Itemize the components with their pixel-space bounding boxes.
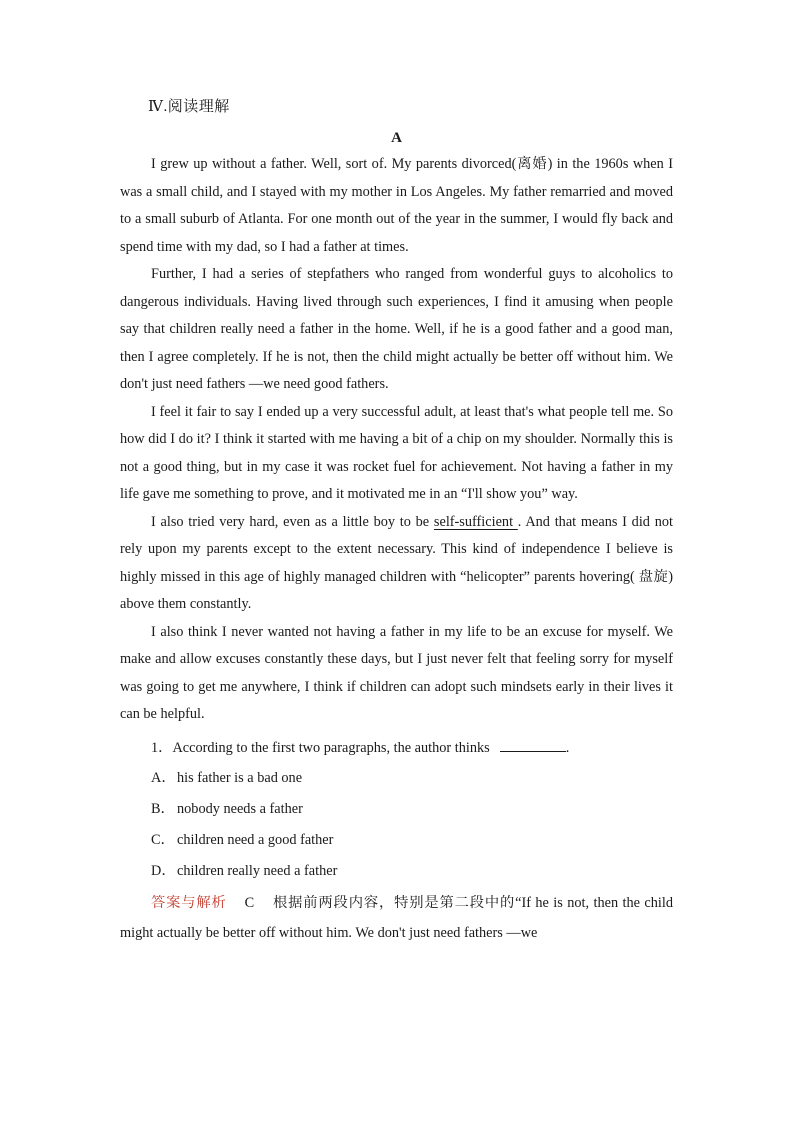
option-d xyxy=(151,856,673,887)
option-key: A． xyxy=(151,769,176,786)
paragraph-3 xyxy=(120,399,673,509)
option-text: children need a good father xyxy=(177,831,334,848)
paragraph-1 xyxy=(120,151,673,261)
section-title: Ⅳ.阅读理解 xyxy=(148,99,230,115)
paragraph-text: . And that means I did not rely upon my parents except to the extent necessary. This kind of independence I believe is highly missed in this age of highly managed children with “helicopter” parents hovering( 盘旋) above them constantly. xyxy=(120,513,673,612)
paragraph-4 xyxy=(120,509,673,619)
passage-title: A xyxy=(391,130,402,146)
answer-key: C xyxy=(244,894,255,911)
answer-blank xyxy=(500,737,566,752)
underlined-word: self-sufficient xyxy=(433,513,518,530)
option-key: D． xyxy=(151,862,176,879)
answer-text: 根据前两段内容，特别是第二段中的“If he is not, then the child might actually be better off without him. We don't just need fathers —we xyxy=(120,894,673,941)
paragraph-5 xyxy=(120,619,673,729)
question-end: . xyxy=(565,739,570,756)
question-stem: According to the first two paragraphs, the author thinks xyxy=(172,739,490,756)
question-number: 1． xyxy=(151,739,173,756)
option-c xyxy=(151,825,673,856)
option-text: children really need a father xyxy=(177,862,338,879)
paragraph-2 xyxy=(120,261,673,399)
option-b xyxy=(151,794,673,825)
option-key: B． xyxy=(151,800,175,817)
option-key: C． xyxy=(151,831,175,848)
option-a xyxy=(151,763,673,794)
option-text: his father is a bad one xyxy=(177,769,303,786)
paragraph-text: Further, I had a series of stepfathers who ranged from wonderful guys to alcoholics to dangerous individuals. Having lived through such experiences, I find it amusing when people say that children really need a father in the home. Well, if he is a good father and a good man, then I agree completely. If he is not, then the child might actually be better off without him. We don't just need fathers —we need good fathers. xyxy=(120,266,673,392)
answer-label: 答案与解析 xyxy=(151,894,227,911)
answer-explanation xyxy=(120,888,673,948)
question-1 xyxy=(151,733,673,763)
option-text: nobody needs a father xyxy=(177,800,303,817)
paragraph-text: I grew up without a father. Well, sort of. My parents divorced(离婚) in the 1960s when I was a small child, and I stayed with my mother in Los Angeles. My father remarried and moved to a small suburb of Atlanta. For one month out of the year in the summer, I would fly back and spend time with my dad, so I had a father at times. xyxy=(120,156,673,255)
document-page xyxy=(120,93,673,948)
paragraph-text: I feel it fair to say I ended up a very successful adult, at least that's what people tell me. So how did I do it? I think it started with me having a bit of a chip on my shoulder. Normally this is not a good thing, but in my case it was rocket fuel for achievement. Not having a father in my life gave me something to prove, and it motivated me in an “I'll show you” way. xyxy=(120,403,673,502)
paragraph-text: I also think I never wanted not having a father in my life to be an excuse for myself. We make and allow excuses constantly these days, but I just never felt that feeling sorry for myself was going to get me anywhere, I think if children can adopt such mindsets early in their lives it can be helpful. xyxy=(120,623,673,722)
paragraph-text: I also tried very hard, even as a little boy to be xyxy=(151,513,434,530)
